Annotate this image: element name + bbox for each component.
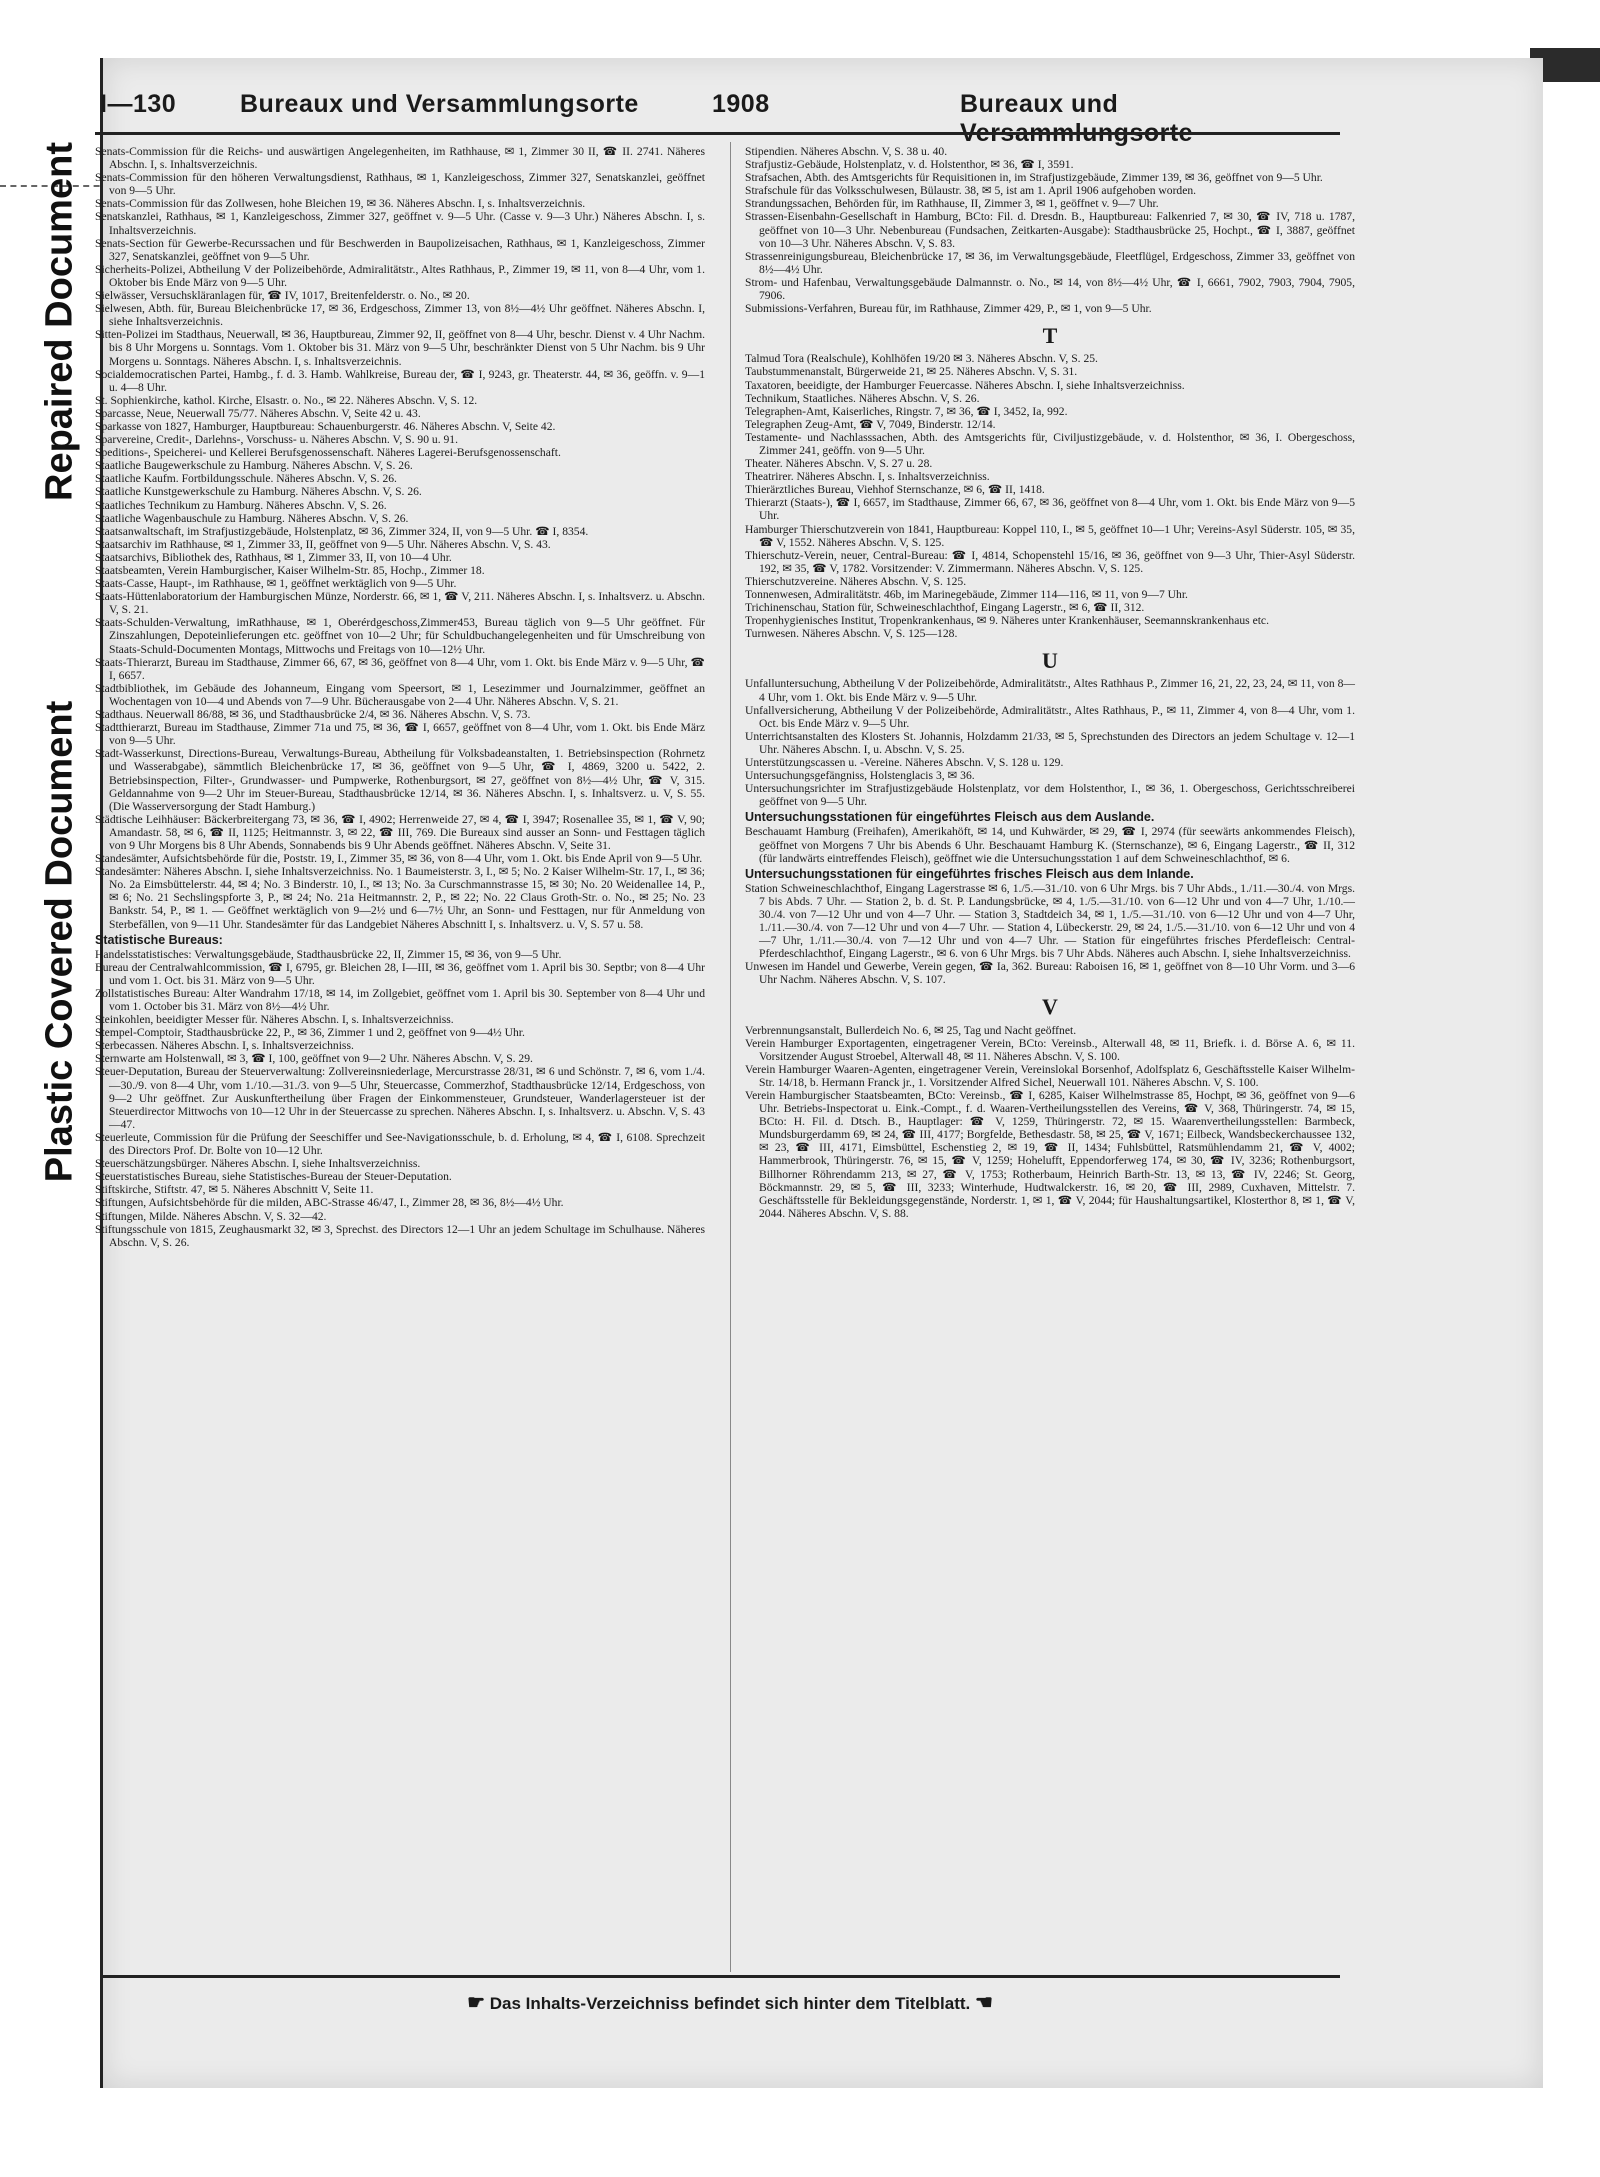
side-label-plastic: Plastic Covered Document	[38, 700, 81, 1183]
directory-entry: Stadthaus. Neuerwall 86/88, ✉ 36, und Stadthausbrücke 2/4, ✉ 36. Näheres Abschn. V, S. 73.	[95, 708, 531, 722]
directory-entry: Sparvereine, Credit-, Darlehns-, Vorschuss- u. Näheres Abschn. V, S. 90 u. 91.	[95, 433, 459, 447]
directory-entry: Beschauamt Hamburg (Freihafen), Amerikahöft, ✉ 14, und Kuhwärder, ✉ 29, ☎ I, 2974 (für seewärts ankommendes Fleisch), geöffnet von Morgens 7 Uhr bis Abends 6 Uhr. Beschauamt Hamburg K. (Sternschanze), ✉ 6, Eingang Lagerstr., ☎ II, 312 (für landwärts eintreffendes Fleisch), geöffnet wie die Untersuchungsstation 1 auf dem Schweineschlachthof, ✉ 6.	[745, 825, 1355, 865]
directory-entry: Unfalluntersuchung, Abtheilung V der Polizeibehörde, Admiralitätstr., Altes Rathhaus P., Zimmer 16, 21, 22, 23, 24, ✉ 11, von 8—4 Uhr, vom 1. Okt. bis Ende März v. 9—5 Uhr.	[745, 677, 1355, 704]
directory-entry: Handelsstatistisches: Verwaltungsgebäude, Stadthausbrücke 22, II, Zimmer 15, ✉ 36, von 9—5 Uhr.	[95, 947, 562, 961]
directory-entry: Strassen-Eisenbahn-Gesellschaft in Hamburg, BCto: Fil. d. Dresdn. B., Hauptbureau: Falkenried 7, ✉ 30, ☎ IV, 718 u. 1787, geöffnet von 10—3 Uhr. Nebenbureau (Fundsachen, Zeitkarten-Ausgabe): Stadthausbrücke 25, Hochpt., ☎ I, 3887, geöffnet von 10—3 Uhr. Näheres Abschn. V, S. 83.	[745, 210, 1355, 250]
directory-entry: Steuerstatistisches Bureau, siehe Statistisches-Bureau der Steuer-Deputation.	[95, 1170, 452, 1184]
header-rule	[95, 132, 1340, 135]
section-heading: Untersuchungsstationen für eingeführtes frisches Fleisch aus dem Inlande.	[745, 866, 1194, 881]
section-letter: V	[1042, 994, 1058, 1020]
directory-entry: Steinkohlen, beeidigter Messer für. Näheres Abschn. I, s. Inhaltsverzeichniss.	[95, 1013, 454, 1027]
directory-entry: Strom- und Hafenbau, Verwaltungsgebäude Dalmannstr. o. No., ✉ 14, von 8½—4½ Uhr, ☎ I, 6661, 7902, 7903, 7904, 7905, 7906.	[745, 275, 1355, 303]
header-title-left: Bureaux und Versammlungsorte	[240, 90, 639, 118]
directory-entry: Stadtbibliothek, im Gebäude des Johanneum, Eingang vom Speersort, ✉ 1, Lesezimmer und Journalzimmer, geöffnet an Wochentagen von 10—4 und Abends von 7—9 Uhr. Bücherausgabe von 2—4 Uhr. Näheres Abschn. V, S. 21.	[95, 681, 705, 708]
section-heading: Statistische Bureaus:	[95, 932, 223, 947]
directory-entry: Staatliche Kunstgewerkschule zu Hamburg. Näheres Abschn. V, S. 26.	[95, 485, 422, 499]
column-divider	[730, 142, 731, 1972]
directory-entry: Strandungssachen, Behörden für, im Rathhause, II, Zimmer 3, ✉ 1, geöffnet v. 9—7 Uhr.	[745, 197, 1159, 211]
left-column	[95, 145, 705, 1249]
directory-entry: Stadtthierarzt, Bureau im Stadthause, Zimmer 71a und 75, ✉ 36, ☎ I, 6657, geöffnet von 8—4 Uhr, vom 1. Okt. bis Ende März von 9—5 Uhr.	[95, 721, 705, 748]
directory-entry: Hamburger Thierschutzverein von 1841, Hauptbureau: Koppel 110, I., ✉ 5, geöffnet 10—1 Uhr; Vereins-Asyl Süderstr. 105, ✉ 35, ☎ V, 1552. Näheres Abschn. V, S. 125.	[745, 522, 1355, 549]
directory-entry: Sparkasse von 1827, Hamburger, Hauptbureau: Schauenburgerstr. 46. Näheres Abschn. V, Seite 42.	[95, 419, 556, 433]
directory-entry: Sielwesen, Abth. für, Bureau Bleichenbrücke 17, ✉ 36, Erdgeschoss, Zimmer 13, von 8½—4½ Uhr geöffnet. Näheres Abschn. I, siehe Inhaltsverzeichnis.	[95, 302, 705, 329]
directory-entry: Tropenhygienisches Institut, Tropenkrankenhaus, ✉ 9. Näheres unter Krankenhäuser, Seemannskrankenhaus etc.	[745, 614, 1269, 628]
directory-entry: Staats-Hüttenlaboratorium der Hamburgischen Münze, Norderstr. 66, ✉ 1, ☎ V, 211. Näheres Abschn. I, s. Inhaltsverz. u. Abschn. V, S. 21.	[95, 590, 705, 617]
directory-entry: Sterbecassen. Näheres Abschn. I, s. Inhaltsverzeichniss.	[95, 1039, 354, 1053]
directory-entry: Theater. Näheres Abschn. V, S. 27 u. 28.	[745, 457, 933, 471]
directory-entry: Sicherheits-Polizei, Abtheilung V der Polizeibehörde, Admiralitätstr., Altes Rathhaus, P., Zimmer 19, ✉ 11, von 8—4 Uhr, vom 1. Oktober bis Ende März von 9—5 Uhr.	[95, 262, 705, 289]
directory-entry: Staats-Casse, Haupt-, im Rathhause, ✉ 1, geöffnet werktäglich von 9—5 Uhr.	[95, 577, 457, 591]
directory-entry: Steuerleute, Commission für die Prüfung der Seeschiffer und See-Navigationsschule, b. d. Erholung, ✉ 4, ☎ I, 6108. Sprechzeit des Directors Prof. Dr. Bolte von 10—12 Uhr.	[95, 1130, 705, 1158]
side-label-repaired: Repaired Document	[38, 142, 81, 501]
directory-entry: Staatliche Wagenbauschule zu Hamburg. Näheres Abschn. V, S. 26.	[95, 511, 409, 525]
directory-entry: Steuer-Deputation, Bureau der Steuerverwaltung: Zollvereinsniederlage, Mercurstrasse 28/31, ✉ 6 und Schönstr. 7, ✉ 6, vom 1./4.—30./9. von 8—4 Uhr, vom 1./10.—31./3. von 9—5 Uhr, Steuercasse, Commerzhof, Stadthausbrücke 12/14, Erdgeschoss, von 9—2 Uhr geöffnet. Zur Auskunftertheilung über Fragen der Einkommensteuer, Grundsteuer, Wanderlagersteuer ist der Steuerdirector Mittwochs von 10—12 Uhr in der Steuercasse zu sprechen. Näheres Abschn. I, s. Inhaltsverz. u. Abschn. V, S. 43—47.	[95, 1065, 705, 1131]
directory-entry: Staatsarchivs, Bibliothek des, Rathhaus, ✉ 1, Zimmer 33, II, von 10—4 Uhr.	[95, 550, 452, 564]
directory-entry: Stiftungsschule von 1815, Zeughausmarkt 32, ✉ 3, Sprechst. des Directors 12—1 Uhr an jedem Schultage im Schulhause. Näheres Abschn. V, S. 26.	[95, 1222, 705, 1249]
directory-entry: St. Sophienkirche, kathol. Kirche, Elsastr. o. No., ✉ 22. Näheres Abschn. V, S. 12.	[95, 393, 478, 407]
section-letter: T	[1042, 323, 1058, 349]
directory-entry: Taubstummenanstalt, Bürgerweide 21, ✉ 25. Näheres Abschn. V, S. 31.	[745, 365, 1078, 379]
directory-entry: Unfallversicherung, Abtheilung V der Polizeibehörde, Admiralitätstr., Altes Rathhaus, P., ✉ 11, Zimmer 4, von 8—4 Uhr, vom 1. Oct. bis Ende März v. 9—5 Uhr.	[745, 703, 1355, 730]
directory-entry: Staats-Schulden-Verwaltung, imRathhause, ✉ 1, Oberérdgeschoss,Zimmer453, Bureau täglich von 9—5 Uhr geöffnet. Für Zinszahlungen, Depoteinlieferungen etc. geöffnet von 10—2 Uhr; für Schuldbuchangelegenheiten und für Umschreibung von Staats-Schuld-Documenten Montags, Mittwochs und Freitags von 10—12½ Uhr.	[95, 616, 705, 656]
directory-entry: Telegraphen Zeug-Amt, ☎ V, 7049, Binderstr. 12/14.	[745, 417, 996, 431]
directory-entry: Unterstützungscassen u. -Vereine. Näheres Abschn. V, S. 128 u. 129.	[745, 756, 1064, 770]
footer-note-text: Das Inhalts-Verzeichniss befindet sich hinter dem Titelblatt.	[489, 1994, 971, 2013]
directory-entry: Untersuchungsrichter im Strafjustizgebäude Holstenplatz, vor dem Holstenthor, I., ✉ 36, 1. Obergeschoss, Gerichtsschreiberei geöffnet von 9—5 Uhr.	[745, 782, 1355, 809]
directory-entry: Stadt-Wasserkunst, Directions-Bureau, Verwaltungs-Bureau, Abtheilung für Volksbadeanstalten, 1. Betriebsinspection (Rohrnetz und Wasserabgabe), sämmtlich Bleichenbrücke 17, ✉ 36, geöffnet von 9—5 Uhr, ☎ I, 4869, 3200 u. 5422, 2. Betriebsinspection, Filter-, Grundwasser- und Pumpwerke, Rothenburgsort, ✉ 27, geöffnet von 8½—4½ Uhr, ☎ V, 315. Geldannahme von 9—2 Uhr im Steuer-Bureau, Stadthausbrücke 12/14, ✉ 36. Näheres Abschn. I, s. Inhaltsverz. u. V, S. 55. (Die Wasserversorgung der Stadt Hamburg.)	[95, 747, 705, 813]
directory-entry: Verein Hamburger Waaren-Agenten, eingetragener Verein, Vereinslokal Borsenhof, Adolfsplatz 6, Geschäftsstelle Kaiser Wilhelm-Str. 14/18, b. Hermann Franck jr., 1. Vorsitzender Alfred Sichel, Neuerwall 101. Näheres Abschn. V, S. 100.	[745, 1062, 1355, 1089]
directory-entry: Untersuchungsgefängniss, Holstenglacis 3, ✉ 36.	[745, 769, 975, 783]
directory-entry: Senats-Commission für das Zollwesen, hohe Bleichen 19, ✉ 36. Näheres Abschn. I, s. Inhaltsverzeichnis.	[95, 197, 586, 211]
directory-entry: Bureau der Centralwahlcommission, ☎ I, 6795, gr. Bleichen 28, I—III, ✉ 36, geöffnet vom 1. April bis 30. Septbr; von 8—4 Uhr und vom 1. Oct. bis 31. März von 9—5 Uhr.	[95, 960, 705, 987]
directory-entry: Stempel-Comptoir, Stadthausbrücke 22, P., ✉ 36, Zimmer 1 und 2, geöffnet von 9—4½ Uhr.	[95, 1026, 525, 1040]
directory-entry: Standesämter: Näheres Abschn. I, siehe Inhaltsverzeichniss. No. 1 Baumeisterstr. 3, I., ✉ 5; No. 2 Kaiser Wilhelm-Str. 17, I., ✉ 36; No. 2a Eimsbüttelerstr. 44, ✉ 4; No. 3 Binderstr. 10, I., ✉ 13; No. 3a Curschmannstrasse 15, ✉ 30; No. 20 Weidenallee 14, P., ✉ 6; No. 21 Sechslingspforte 3, P., ✉ 24; No. 21a Heitmannstr. 2, P., ✉ 22; No. 22 Claus Groth-Str. o. No., ✉ 25; No. 23 Bankstr. 54, P., ✉ 1. — Geöffnet werktäglich von 9—2½ und 6—7½ Uhr, an Sonn- und Festtagen, nur für Anmeldung von Sterbefällen, von 9—11 Uhr. Standesämter für das Landgebiet Näheres Abschnitt I, s. Inhaltsverz. u. V, S. 57 u. 58.	[95, 865, 705, 931]
directory-entry: Verbrennungsanstalt, Bullerdeich No. 6, ✉ 25, Tag und Nacht geöffnet.	[745, 1023, 1077, 1037]
directory-entry: Technikum, Staatliches. Näheres Abschn. V, S. 26.	[745, 391, 980, 405]
page-header	[100, 90, 1330, 147]
directory-entry: Stiftungen, Aufsichtsbehörde für die milden, ABC-Strasse 46/47, I., Zimmer 28, ✉ 36, 8½—4½ Uhr.	[95, 1196, 564, 1210]
directory-entry: Staatsbeamten, Verein Hamburgischer, Kaiser Wilhelm-Str. 85, Hochp., Zimmer 18.	[95, 564, 485, 577]
header-year: 1908	[712, 90, 770, 118]
directory-entry: Steuerschätzungsbürger. Näheres Abschn. I, siehe Inhaltsverzeichniss.	[95, 1157, 421, 1171]
directory-entry: Tonnenwesen, Admiralitätstr. 46b, im Marinegebäude, Zimmer 114—116, ✉ 11, von 9—7 Uhr.	[745, 588, 1188, 601]
directory-entry: Telegraphen-Amt, Kaiserliches, Ringstr. 7, ✉ 36, ☎ I, 3452, Ia, 992.	[745, 404, 1068, 418]
directory-entry: Turnwesen. Näheres Abschn. V, S. 125—128.	[745, 627, 958, 641]
header-title-right: Bureaux und Versammlungsorte	[960, 90, 1194, 147]
directory-entry: Stiftskirche, Stiftstr. 47, ✉ 5. Näheres Abschnitt V, Seite 11.	[95, 1183, 374, 1197]
directory-entry: Unwesen im Handel und Gewerbe, Verein gegen, ☎ Ia, 362. Bureau: Raboisen 16, ✉ 1, geöffnet von 8—10 Uhr Vorm. und 3—6 Uhr Nachm. Näheres Abschn. V, S. 107.	[745, 960, 1355, 987]
directory-entry: Senats-Section für Gewerbe-Recurssachen und für Beschwerden in Baupolizeisachen, Rathhaus, ✉ 1, Kanzleigeschoss, Zimmer 327, Senatskanzlei, geöffnet von 9—5 Uhr.	[95, 236, 705, 263]
directory-entry: Strassenreinigungsbureau, Bleichenbrücke 17, ✉ 36, im Verwaltungsgebäude, Fleetflügel, Erdgeschoss, Zimmer 33, geöffnet von 8½—4½ Uhr.	[745, 249, 1355, 276]
directory-entry: Staatsanwaltschaft, im Strafjustizgebäude, Holstenplatz, ✉ 36, Zimmer 324, II, von 9—5 Uhr. ☎ I, 8354.	[95, 524, 589, 538]
directory-entry: Staatliche Baugewerkschule zu Hamburg. Näheres Abschn. V, S. 26.	[95, 459, 413, 473]
directory-entry: Station Schweineschlachthof, Eingang Lagerstrasse ✉ 6, 1./5.—31./10. von 6 Uhr Mrgs. bis 7 Uhr Abds., 1./11.—30./4. von Mrgs. 7 bis Abds. 7 Uhr. — Station 2, b. d. St. P. Landungsbrücke, ✉ 4, 1./5.—31./10. von 6—12 Uhr und von 4—7 Uhr, 1./10.—30./4. von 7—12 Uhr und von 4—7 Uhr. — Station 3, Stadtdeich 34, ✉ 1, 1./5.—31./10. von 6—12 Uhr und von 4—7 Uhr, 1./11.—30./4. von 7—12 Uhr und von 4—7 Uhr. — Station 4, Lübeckerstr. 29, ✉ 24, 1./5.—31./10. von 6—12 Uhr und von 4—7 Uhr, 1./11.—30./4. von 7—12 Uhr und von 4—7 Uhr. — Station für eingeführtes frisches Pferdefleisch: Central-Pferdeschlachthof, Eingang Lagerstr., ✉ 6. von 6 Uhr Mrgs. bis 7 Uhr Abds. Näheres auch Abschn. I, siehe Inhaltsverzeichniss.	[745, 881, 1355, 961]
directory-entry: Stipendien. Näheres Abschn. V, S. 38 u. 40.	[745, 145, 948, 158]
directory-entry: Socialdemocratischen Partei, Hambg., f. d. 3. Hamb. Wahlkreise, Bureau der, ☎ I, 9243, gr. Theaterstr. 44, ✉ 36, geöffn. v. 9—1 u. 4—8 Uhr.	[95, 367, 705, 394]
directory-entry: Talmud Tora (Realschule), Kohlhöfen 19/20 ✉ 3. Näheres Abschn. V, S. 25.	[745, 352, 1098, 366]
page-number: I—130	[100, 90, 177, 118]
directory-entry: Stiftungen, Milde. Näheres Abschn. V, S. 32—42.	[95, 1209, 327, 1223]
directory-entry: Strafsachen, Abth. des Amtsgerichts für Requisitionen in, im Strafjustizgebäude, Zimmer 139, ✉ 36, geöffnet von 9—5 Uhr.	[745, 171, 1323, 185]
directory-entry: Zollstatistisches Bureau: Alter Wandrahm 17/18, ✉ 14, im Zollgebiet, geöffnet vom 1. April bis 30. September von 8—4 Uhr und vom 1. October bis 31. März von 8½—4½ Uhr.	[95, 986, 705, 1013]
section-letter: U	[1042, 648, 1058, 674]
directory-entry: Verein Hamburger Exportagenten, eingetragener Verein, BCto: Vereinsb., Alterwall 48, ✉ 11, Briefk. i. d. Börse A. 6, ✉ 11. Vorsitzender August Stroebel, Alterwall 48, ✉ 11. Näheres Abschn. V, S. 100.	[745, 1036, 1355, 1063]
directory-entry: Taxatoren, beeidigte, der Hamburger Feuercasse. Näheres Abschn. I, siehe Inhaltsverzeichniss.	[745, 378, 1185, 392]
directory-entry: Staatliche Kaufm. Fortbildungsschule. Näheres Abschn. V, S. 26.	[95, 472, 397, 486]
directory-entry: Senats-Commission für den höheren Verwaltungsdienst, Rathhaus, ✉ 1, Kanzleigeschoss, Zimmer 327, Senatskanzlei, geöffnet von 9—5 Uhr.	[95, 171, 705, 198]
directory-entry: Senats-Commission für die Reichs- und auswärtigen Angelegenheiten, im Rathhause, ✉ 1, Zimmer 30 II, ☎ II. 2741. Näheres Abschn. I, s. Inhaltsverzeichnis.	[95, 145, 705, 172]
directory-entry: Speditions-, Speicherei- und Kellerei Berufsgenossenschaft. Näheres Lagerei-Berufsgenossenschaft.	[95, 446, 561, 460]
directory-entry: Sitten-Polizei im Stadthaus, Neuerwall, ✉ 36, Hauptbureau, Zimmer 92, II, geöffnet von 8—4 Uhr, beschr. Dienst v. 4 Uhr Nachm. bis 8 Uhr Morgens u. Sonntags. Vom 1. Oktober bis 31. März von 9—5 Uhr, beschränkter Dienst von 5 Uhr Nachm. bis 9 Uhr Morgens u. Sonntags. Näheres Abschn. I, s. Inhaltsverzeichnis.	[95, 328, 705, 368]
directory-entry: Städtische Leihhäuser: Bäckerbreitergang 73, ✉ 36, ☎ I, 4902; Herrenweide 27, ✉ 4, ☎ I, 3947; Rosenallee 35, ✉ 1, ☎ V, 90; Amandastr. 58, ✉ 6, ☎ II, 1125; Heitmannstr. 3, ✉ 22, ☎ III, 769. Die Bureaux sind ausser an Sonn- und Festtagen täglich von 9 Uhr Morgens bis 8 Uhr Abends, Sonnabends bis 9 Uhr Abends geöffnet. Näheres Abschn. V, Seite 31.	[95, 812, 705, 852]
directory-entry: Thierschutzvereine. Näheres Abschn. V, S. 125.	[745, 574, 967, 588]
directory-entry: Theatrirer. Näheres Abschn. I, s. Inhaltsverzeichniss.	[745, 470, 990, 484]
directory-entry: Verein Hamburgischer Staatsbeamten, BCto: Vereinsb., ☎ I, 6285, Kaiser Wilhelmstrasse 85, Hochpt, ✉ 36, geöffnet von 9—6 Uhr. Betriebs-Inspectorat u. Eink.-Compt., f. d. Waaren-Vertheilungsstellen des Vereins, ☎ V, 368, Thüringerstr. 74, ✉ 15, BCto: H. Fil. d. Dtsch. B., Hauptlager: ☎ V, 1259, Thüringerstr. 72, ✉ 15. Waarenvertheilungsstellen: Barmbeck, Mundsburgerdamm 69, ✉ 24, ☎ III, 4177; Borgfelde, Bethesdastr. 58, ✉ 25, ☎ V, 1671; Eilbeck, Wandsbeckerchaussee 132, ✉ 23, ☎ III, 4171, Eimsbüttel, Eschenstieg 2, ✉ 19, ☎ II, 1434; Fuhlsbüttel, Ratsmühlendamm 21, ☎ V, 4002; Hammerbrook, Thüringerstr. 76, ✉ 15, ☎ V, 1259; Hohelufft, Eppendorferweg 174, ✉ 30, ☎ IV, 3236; Rothenburgsort, Billhorner Röhrendamm 213, ✉ 27, ☎ V, 1753; Rotherbaum, Heinrich Barth-Str. 13, ✉ 13, ☎ IV, 2246; St. Georg, Böckmannstr. 29, ✉ 5, ☎ III, 3233; Winterhude, Hudtwalckerstr. 16, ✉ 20, ☎ III, 2989, Cuxhaven, Mittelstr. 7. Geschäftsstelle für Bekleidungsgegenstände, Norderstr. 1, ✉ 1, ☎ V, 2044; für Haushaltungsartikel, Klosterthor 8, ✉ 1, ☎ V, 2044. Näheres Abschn. V, S. 88.	[745, 1089, 1355, 1220]
right-column	[745, 145, 1355, 1220]
directory-entry: Unterrichtsanstalten des Klosters St. Johannis, Holzdamm 21/33, ✉ 5, Sprechstunden des Directors an jedem Schultage v. 12—1 Uhr. Näheres Abschn. I, u. Abschn. V, S. 25.	[745, 729, 1355, 756]
directory-entry: Thierarzt (Staats-), ☎ I, 6657, im Stadthause, Zimmer 66, 67, ✉ 36, geöffnet von 8—4 Uhr, vom 1. Okt. bis Ende März von 9—5 Uhr.	[745, 496, 1355, 523]
pointing-hand-left-icon: ☛	[467, 1992, 485, 2014]
directory-entry: Senatskanzlei, Rathhaus, ✉ 1, Kanzleigeschoss, Zimmer 327, geöffnet v. 9—5 Uhr. (Casse v. 9—3 Uhr.) Näheres Abschn. I, s. Inhaltsverzeichnis.	[95, 210, 705, 237]
directory-entry: Staats-Thierarzt, Bureau im Stadthause, Zimmer 66, 67, ✉ 36, geöffnet von 8—4 Uhr, vom 1. Okt. bis Ende März v. 9—5 Uhr, ☎ I, 6657.	[95, 655, 705, 682]
directory-entry: Staatsarchiv im Rathhause, ✉ 1, Zimmer 33, II, geöffnet von 9—5 Uhr. Näheres Abschn. V, S. 43.	[95, 537, 551, 551]
directory-entry: Thierärztliches Bureau, Viehhof Sternschanze, ✉ 6, ☎ II, 1418.	[745, 483, 1045, 497]
directory-entry: Trichinenschau, Station für, Schweineschlachthof, Eingang Lagerstr., ✉ 6, ☎ II, 312.	[745, 601, 1145, 615]
directory-entry: Thierschutz-Verein, neuer, Central-Bureau: ☎ I, 4814, Schopenstehl 15/16, ✉ 36, geöffnet von 9—3 Uhr, Thier-Asyl Süderstr. 192, ✉ 35, ☎ V, 1782. Vorsitzender: V. Zimmermann. Näheres Abschn. V, S. 125.	[745, 548, 1355, 575]
directory-entry: Strafschule für das Volksschulwesen, Bülaustr. 38, ✉ 5, ist am 1. April 1906 aufgehoben worden.	[745, 184, 1197, 198]
directory-entry: Submissions-Verfahren, Bureau für, im Rathhause, Zimmer 429, P., ✉ 1, von 9—5 Uhr.	[745, 302, 1152, 316]
directory-entry: Sielwässer, Versuchskläranlagen für, ☎ IV, 1017, Breitenfelderstr. o. No., ✉ 20.	[95, 289, 470, 303]
directory-entry: Sternwarte am Holstenwall, ✉ 3, ☎ I, 100, geöffnet von 9—2 Uhr. Näheres Abschn. V, S. 29.	[95, 1052, 533, 1066]
section-heading: Untersuchungsstationen für eingeführtes Fleisch aus dem Auslande.	[745, 810, 1155, 825]
directory-entry: Strafjustiz-Gebäude, Holstenplatz, v. d. Holstenthor, ✉ 36, ☎ I, 3591.	[745, 158, 1074, 172]
directory-entry: Testamente- und Nachlasssachen, Abth. des Amtsgerichts für, Civiljustizgebäude, v. d. Holstenthor, ✉ 36, I. Obergeschoss, Zimmer 241, geöffn. von 9—5 Uhr.	[745, 430, 1355, 457]
directory-entry: Standesämter, Aufsichtsbehörde für die, Poststr. 19, I., Zimmer 35, ✉ 36, von 8—4 Uhr, vom 1. Okt. bis Ende April von 9—5 Uhr.	[95, 852, 703, 866]
footer-note	[330, 1990, 1130, 2015]
pointing-hand-right-icon: ☚	[975, 1992, 993, 2014]
directory-entry: Staatliches Technikum zu Hamburg. Näheres Abschn. V, S. 26.	[95, 498, 387, 512]
directory-entry: Sparcasse, Neue, Neuerwall 75/77. Näheres Abschn. V, Seite 42 u. 43.	[95, 406, 421, 420]
